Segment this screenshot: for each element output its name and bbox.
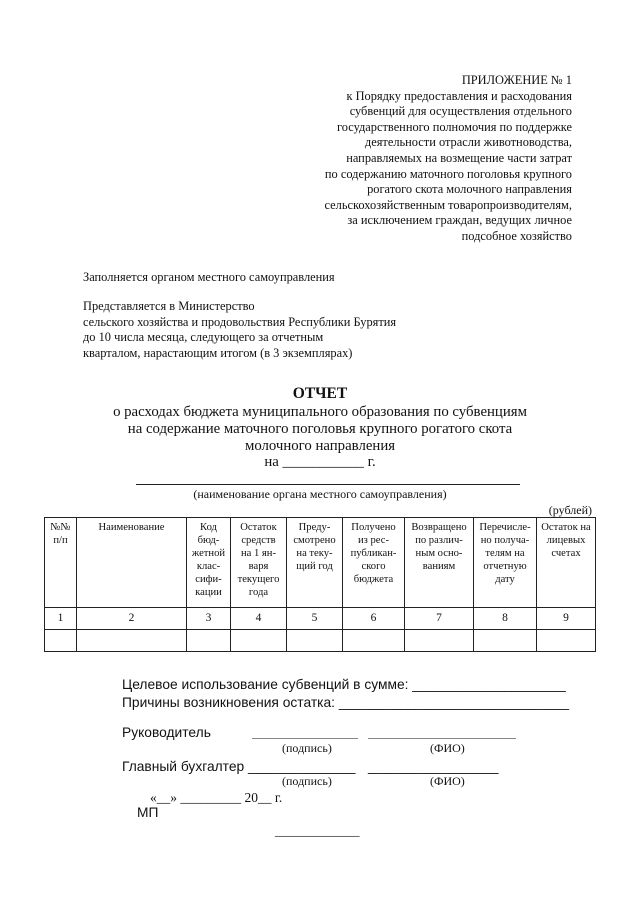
appendix-line: за исключением граждан, ведущих личное: [347, 213, 572, 228]
head-label: Руководитель: [122, 725, 211, 740]
report-date-line: на ___________ г.: [264, 454, 376, 471]
report-subtitle: [0, 404, 640, 471]
column-number: 2: [77, 608, 187, 630]
column-number: 1: [45, 608, 77, 630]
submission-line: кварталом, нарастающим итогом (в 3 экземплярах): [83, 345, 353, 360]
header-cell-balance-start: Остаток средств на 1 ян- варя текущего года: [231, 518, 287, 608]
chief-fio-line: _________________: [368, 759, 499, 774]
column-number: 6: [343, 608, 405, 630]
subtitle-line: молочного направления: [244, 437, 396, 454]
filled-by-text: Заполняется органом местного самоуправления: [83, 270, 335, 284]
column-number: 5: [287, 608, 343, 630]
empty-cell[interactable]: [231, 630, 287, 652]
appendix-line: государственного полномочия по поддержке: [336, 119, 572, 134]
header-cell-transferred: Перечисле- но получа- телям на отчетную дату: [474, 518, 537, 608]
header-cell-planned: Преду- смотрено на теку- щий год: [287, 518, 343, 608]
empty-cell[interactable]: [405, 630, 474, 652]
table-header-row: [45, 518, 596, 608]
report-table: [44, 517, 596, 652]
chief-fio-caption: (ФИО): [430, 774, 465, 788]
appendix-line: ПРИЛОЖЕНИЕ № 1: [461, 73, 572, 87]
submission-block: [83, 299, 396, 361]
head-signature-line: [252, 738, 358, 739]
stamp-label: МП: [137, 805, 159, 820]
column-number: 4: [231, 608, 287, 630]
header-cell-number: №№ п/п: [45, 518, 77, 608]
head-signature-caption: (подпись): [282, 741, 332, 755]
column-number: 9: [537, 608, 596, 630]
table-empty-row: [45, 630, 596, 652]
empty-cell[interactable]: [187, 630, 231, 652]
appendix-block: [325, 73, 572, 245]
bottom-line: _____________: [275, 823, 360, 838]
empty-cell[interactable]: [343, 630, 405, 652]
purpose-line: Целевое использование субвенций в сумме: ____________________: [122, 677, 566, 692]
head-fio-caption: (ФИО): [430, 741, 465, 755]
report-title: ОТЧЕТ: [292, 385, 348, 402]
empty-cell[interactable]: [537, 630, 596, 652]
appendix-line: направляемых на возмещение части затрат: [346, 150, 572, 165]
chief-accountant-line: Главный бухгалтер ______________: [122, 759, 356, 774]
header-cell-received: Получено из рес- публикан- ского бюджета: [343, 518, 405, 608]
column-number: 8: [474, 608, 537, 630]
appendix-line: по содержанию маточного поголовья крупного: [324, 166, 572, 181]
appendix-line: субвенций для осуществления отдельного: [349, 104, 572, 119]
appendix-line: подсобное хозяйство: [461, 228, 572, 243]
head-fio-line: [368, 738, 516, 739]
subtitle-line: о расходах бюджета муниципального образования по субвенциям: [113, 404, 527, 420]
report-date: «__» _________ 20__ г.: [150, 790, 283, 805]
appendix-line: рогатого скота молочного направления: [367, 182, 572, 197]
submission-line: сельского хозяйства и продовольствия Республики Бурятия: [83, 314, 397, 329]
submission-line: до 10 числа месяца, следующего за отчетным: [83, 330, 324, 345]
chief-signature-caption: (подпись): [282, 774, 332, 788]
header-cell-returned: Возвращено по различ- ным осно- ваниям: [405, 518, 474, 608]
appendix-line: к Порядку предоставления и расходования: [346, 88, 572, 103]
filled-by-note: [83, 270, 335, 286]
reasons-line: Причины возникновения остатка: ______________________________: [122, 695, 570, 710]
column-number: 3: [187, 608, 231, 630]
table-number-row: [45, 608, 596, 630]
subtitle-line: на содержание маточного поголовья крупного рогатого скота: [127, 420, 513, 437]
org-caption: (наименование органа местного самоуправления): [193, 487, 447, 501]
empty-cell[interactable]: [77, 630, 187, 652]
empty-cell[interactable]: [474, 630, 537, 652]
org-name-line: [136, 484, 520, 485]
empty-cell[interactable]: [45, 630, 77, 652]
header-cell-code: Код бюд- жетной клас- сифи- кации: [187, 518, 231, 608]
appendix-line: деятельности отрасли животноводства,: [364, 135, 572, 150]
empty-cell[interactable]: [287, 630, 343, 652]
column-number: 7: [405, 608, 474, 630]
appendix-line: сельскохозяйственным товаропроизводителям,: [324, 197, 572, 212]
units-label: (рублей): [548, 503, 592, 517]
submission-line: Представляется в Министерство: [83, 299, 255, 313]
header-cell-name: Наименование: [77, 518, 187, 608]
header-cell-balance-accounts: Остаток на лицевых счетах: [537, 518, 596, 608]
